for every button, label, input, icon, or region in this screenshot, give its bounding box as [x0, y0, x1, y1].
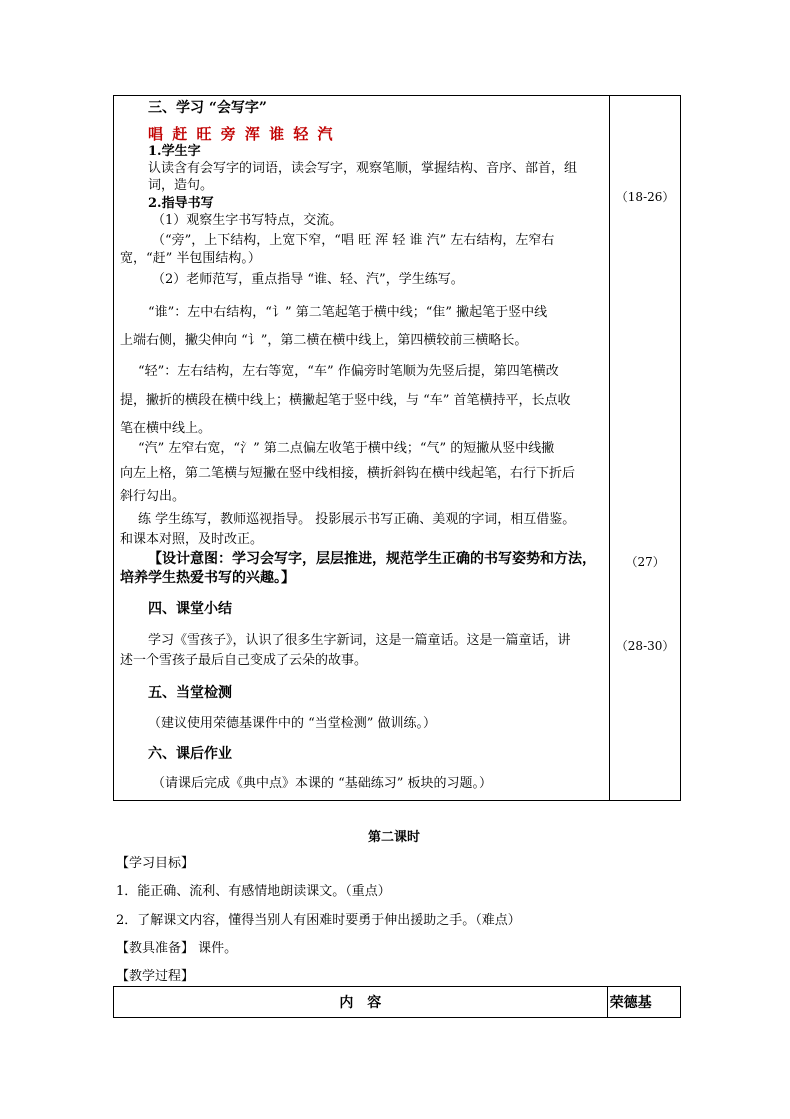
- text-line: （建议使用荣德基课件中的 “当堂检测” 做训练。）: [148, 716, 437, 731]
- text-line: 练 学生练写，教师巡视指导。 投影展示书写正确、美观的字词，相互借鉴。: [138, 512, 576, 527]
- text-line: （请课后完成《典中点》本课的 “基础练习” 板块的习题。）: [152, 776, 493, 791]
- text-line: “汽” 左窄右宽，“氵” 第二点偏左收笔于横中线；“气” 的短撇从竖中线撇: [138, 441, 555, 456]
- text-line: 词，造句。: [148, 178, 214, 193]
- subheading-learn-chars: 1.学生字: [148, 144, 201, 159]
- text-line: 和课本对照，及时改正。: [120, 532, 264, 547]
- text-line: （2）老师范写，重点指导 “谁、轻、汽”，学生练写。: [152, 272, 464, 287]
- process-table-header: [113, 986, 681, 1018]
- lesson-table: [113, 95, 681, 801]
- section-heading-writing: 三、学习 “会写字”: [148, 100, 267, 116]
- subheading-guide-writing: 2.指导书写: [148, 196, 214, 211]
- goals-label: 【学习目标】: [116, 856, 195, 871]
- text-line: 笔在横中线上。: [120, 421, 212, 436]
- prep-line: 【教具准备】 课件。: [116, 941, 238, 956]
- text-line: 上端右侧，撇尖伸向 “讠”，第二横在横中线上，第四横较前三横略长。: [120, 333, 528, 348]
- content-cell: [114, 96, 610, 801]
- side-cell: [610, 96, 681, 801]
- text-line: 宽，“赶” 半包围结构。）: [120, 251, 261, 266]
- lesson-two-title: 第二课时: [368, 830, 421, 845]
- column-header-side: 荣德基: [607, 987, 680, 1018]
- text-line: 学习《雪孩子》，认识了很多生字新词，这是一篇童话。这是一篇童话，讲: [148, 633, 571, 648]
- side-note: （28-30）: [615, 639, 675, 653]
- design-intent-cont: 培养学生热爱书写的兴趣。】: [120, 570, 295, 586]
- text-line: 斜行勾出。: [120, 489, 186, 504]
- section-heading-test: 五、当堂检测: [148, 685, 232, 701]
- column-header-content: 内 容: [114, 987, 608, 1018]
- text-line: （“旁”，上下结构，上宽下窄，“唱 旺 浑 轻 谁 汽” 左右结构，左窄右: [152, 233, 555, 248]
- text-line: 提，撇折的横段在横中线上；横撇起笔于竖中线，与 “车” 首笔横持平，长点收: [120, 393, 571, 408]
- text-line: “谁”：左中右结构，“讠” 第二笔起笔于横中线；“隹” 撇起笔于竖中线: [148, 305, 548, 320]
- goal-two: 2．了解课文内容，懂得当别人有困难时要勇于伸出援助之手。（难点）: [116, 913, 521, 928]
- text-line: 述一个雪孩子最后自己变成了云朵的故事。: [120, 653, 368, 668]
- text-line: （1）观察生字书写特点，交流。: [152, 213, 343, 228]
- text-line: 向左上格，第二笔横与短撇在竖中线相接，横折斜钩在横中线起笔，右行下折后: [120, 466, 576, 481]
- text-line: 认读含有会写字的词语，读会写字，观察笔顺，掌握结构、音序、部首，组: [148, 161, 578, 176]
- goal-one: 1．能正确、流利、有感情地朗读课文。（重点）: [116, 884, 391, 899]
- section-heading-homework: 六、课后作业: [148, 746, 232, 762]
- design-intent: 【设计意图：学习会写字，层层推进，规范学生正确的书写姿势和方法，: [148, 551, 596, 567]
- process-label: 【教学过程】: [116, 969, 195, 984]
- side-note: （18-26）: [615, 190, 675, 204]
- text-line: “轻”：左右结构，左右等宽，“车” 作偏旁时笔顺为先竖后提，第四笔横改: [138, 364, 559, 379]
- section-heading-summary: 四、课堂小结: [148, 601, 232, 617]
- side-note: （27）: [625, 555, 665, 569]
- writing-characters: 唱 赶 旺 旁 浑 谁 轻 汽: [148, 125, 335, 143]
